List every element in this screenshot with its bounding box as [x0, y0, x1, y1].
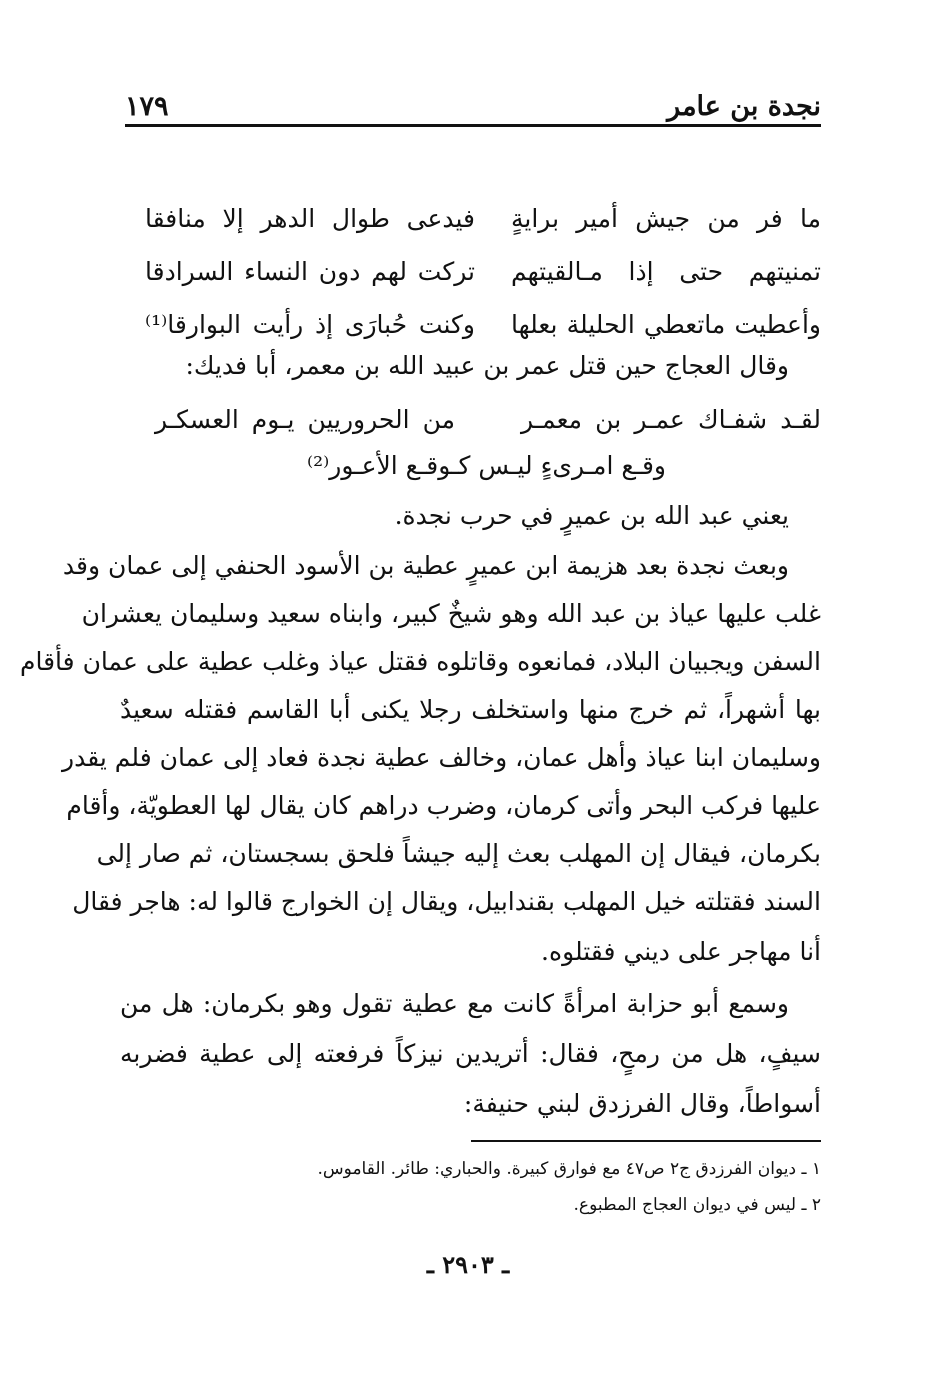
verse-line: [145, 245, 821, 298]
verse-first-hemistich: لقـد شفـاك عمـر بن معمـر: [521, 405, 821, 434]
footnote-1: ١ ـ ديوان الفرزدق ج٢ ص٤٧ مع فوارق كبيرة. والحباري: طائر. القاموس.: [317, 1159, 821, 1179]
verse-first-hemistich: تمنيتهم حتى إذا مـالقيتهم: [511, 257, 821, 286]
prose-line: بكرمان، فيقال إن المهلب بعث إليه جيشاً فلحق بسجستان، ثم صار إلى: [96, 839, 821, 868]
yani-line: [120, 496, 821, 536]
prose-line: أنا مهاجر على ديني فقتلوه.: [541, 937, 821, 966]
verse-second-hemistich: وكنت حُبارَى إذ رأيت البوارقا⁽¹⁾: [145, 310, 475, 339]
verse-line: [145, 298, 821, 351]
yani-text: يعني عبد الله بن عميرٍ في حرب نجدة.: [394, 501, 789, 530]
verse-second-hemistich: فيدعى طوال الدهر إلا منافقا: [145, 204, 475, 233]
prose-line: عليها فركب البحر وأتى كرمان، وضرب دراهم كان يقال لها العطويّة، وأقام: [66, 791, 821, 820]
verse-ajjaj: [155, 400, 821, 440]
prose-line: بها أشهراً، ثم خرج منها واستخلف رجلا يكنى أبا القاسم فقتله سعيدٌ: [120, 695, 821, 724]
page-header: [125, 82, 821, 122]
prose-line: [120, 984, 821, 1024]
verse-second-hemistich: من الحروريين يـوم العسكـر: [155, 405, 455, 434]
footer-page-number: ـ ٢٩٠٣ ـ: [426, 1250, 510, 1279]
prose-line: وسليمان ابنا عياذ وأهل عمان، وخالف عطية نجدة فعاد إلى عمان فلم يقدر: [62, 743, 821, 772]
page-number: ١٧٩: [125, 91, 169, 122]
running-title: نجدة بن عامر: [667, 91, 821, 122]
prose-line: السند فقتلته خيل المهلب بقندابيل، ويقال إن الخوارج قالوا له: هاجر فقال: [72, 887, 821, 916]
intro-text: وقال العجاج حين قتل عمر بن عبيد الله بن معمر، أبا فديك:: [185, 351, 789, 380]
verse-single-hemistich: وقـع امـرىءٍ ليـس كـوقـع الأعـور⁽²⁾: [306, 451, 666, 480]
verse-first-hemistich: ما فر من جيش أمير برايةٍ: [511, 204, 821, 233]
verse-line: [145, 192, 821, 245]
verse-block-top: [145, 192, 821, 351]
header-rule: [125, 124, 821, 127]
prose-line: غلب عليها عياذ بن عبد الله وهو شيخٌ كبير، وابناه سعيد وسليمان يعشران: [81, 599, 821, 628]
footnote-2: ٢ ـ ليس في ديوان العجاج المطبوع.: [573, 1195, 821, 1215]
prose-line: أسواطاً، وقال الفرزدق لبني حنيفة:: [463, 1089, 821, 1118]
verse-first-hemistich: وأعطيت ماتعطي الحليلة بعلها: [511, 310, 821, 339]
prose-line: السفن ويجبيان البلاد، فمانعوه وقاتلوه فقتل عياذ وغلب عطية على عمان فأقام: [20, 647, 821, 676]
verse-second-hemistich: تركت لهم دون النساء السرادقا: [145, 257, 475, 286]
prose-line: [62, 546, 821, 586]
intro-line: [120, 346, 821, 386]
footnote-rule: [471, 1140, 821, 1142]
prose-line: سيفٍ، هل من رمحٍ، فقال: أتريدين نيزكاً فرفعته إلى عطية فضربه: [120, 1039, 821, 1068]
prose-text: وسمع أبو حزابة امرأةً كانت مع عطية تقول وهو بكرمان: هل من: [120, 989, 789, 1018]
prose-text: وبعث نجدة بعد هزيمة ابن عميرٍ عطية بن الأسود الحنفي إلى عمان وقد: [62, 551, 789, 580]
